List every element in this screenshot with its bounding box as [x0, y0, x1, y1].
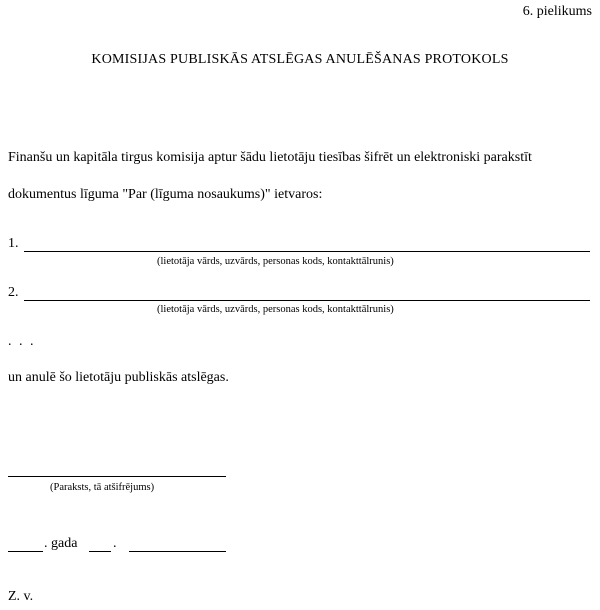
document-title: KOMISIJAS PUBLISKĀS ATSLĒGAS ANULĒŠANAS PROTOKOLS: [91, 52, 509, 67]
entry-1-number: 1.: [8, 236, 19, 251]
ellipsis: . . .: [8, 334, 36, 349]
entry-1-fill-line[interactable]: [24, 251, 590, 252]
annex-label: 6. pielikums: [522, 4, 592, 19]
signature-caption: (Paraksts, tā atšifrējums): [50, 482, 155, 493]
date-month-line[interactable]: [129, 551, 226, 552]
stamp-label: Z. v.: [8, 589, 34, 604]
date-gada-label: . gada: [44, 536, 78, 551]
closing-text: un anulē šo lietotāju publiskās atslēgas.: [8, 370, 229, 385]
signature-line[interactable]: [8, 476, 226, 477]
entry-2-caption: (lietotāja vārds, uzvārds, personas kods, kontakttālrunis): [157, 304, 394, 315]
date-dot: .: [113, 536, 117, 551]
intro-text-line-2: dokumentus līguma "Par (līguma nosaukums)" ietvaros:: [8, 187, 323, 202]
intro-text-line-1: Finanšu un kapitāla tirgus komisija aptur šādu lietotāju tiesības šifrēt un elektroniski parakstīt: [8, 150, 532, 165]
entry-2-number: 2.: [8, 285, 19, 300]
date-day-line[interactable]: [8, 551, 43, 552]
entry-1-caption: (lietotāja vārds, uzvārds, personas kods, kontakttālrunis): [157, 256, 394, 267]
date-year-line[interactable]: [89, 551, 111, 552]
entry-2-fill-line[interactable]: [24, 300, 590, 301]
